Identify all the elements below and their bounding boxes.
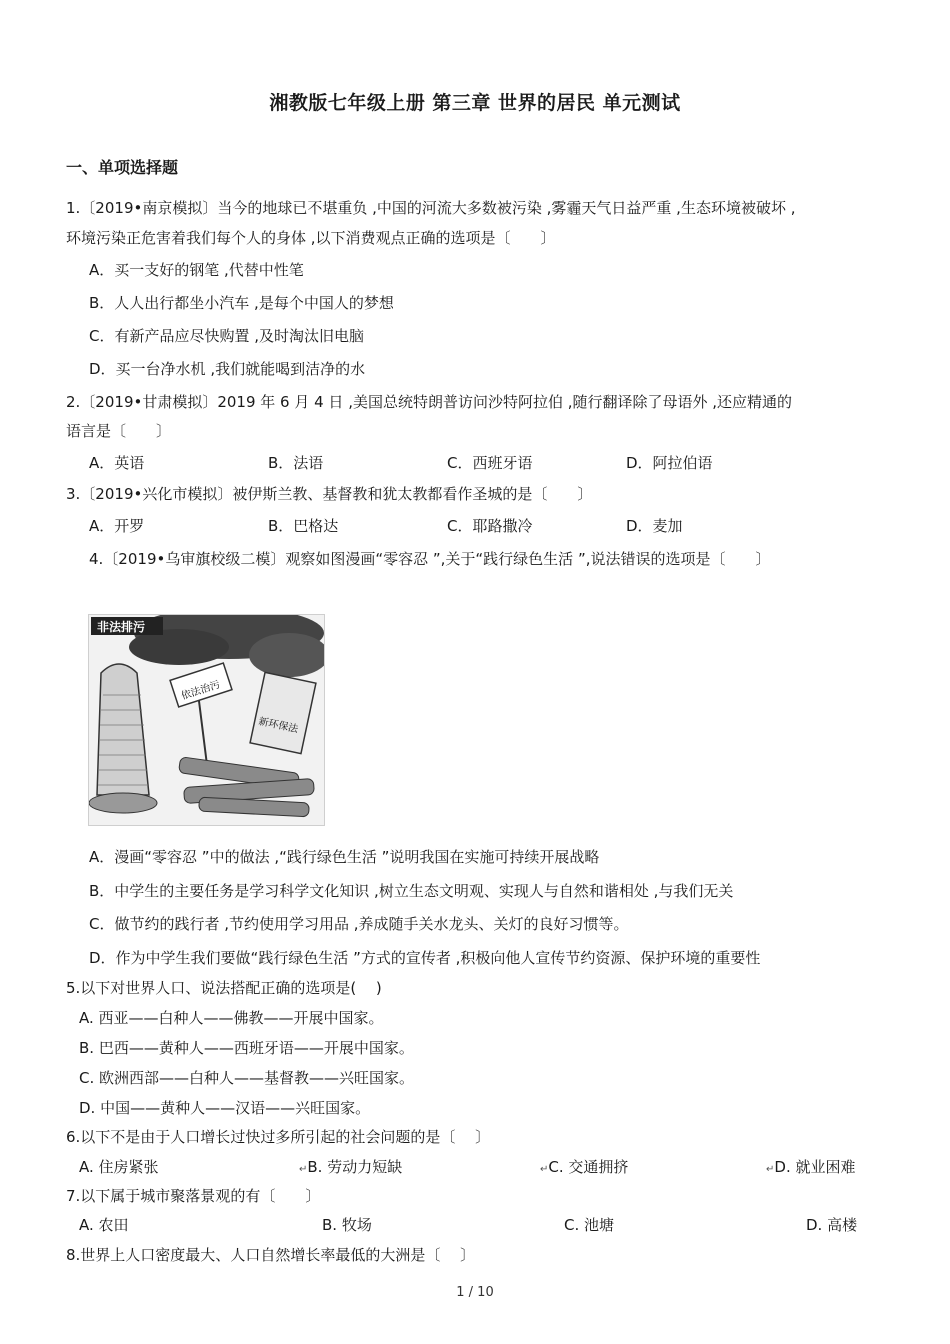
question-7-option-b: B. 牧场: [322, 1216, 372, 1234]
question-6-option-d: ↵D. 就业困难: [766, 1158, 856, 1176]
question-1-stem-line1: 1.〔2019•南京模拟〕当今的地球已不堪重负 ,中国的河流大多数被污染 ,雾霾天气日益严重 ,生态环境被破坏 ,: [66, 199, 796, 217]
question-7-stem: 7.以下属于城市聚落景观的有〔 〕: [66, 1187, 321, 1205]
question-1-option-a: A．买一支好的钢笔 ,代替中性笔: [89, 261, 304, 279]
question-2-stem-line1: 2.〔2019•甘肃模拟〕2019 年 6 月 4 日 ,美国总统特朗普访问沙特阿拉伯 ,随行翻译除了母语外 ,还应精通的: [66, 393, 793, 411]
question-5-option-d: D. 中国——黄种人——汉语——兴旺国家。: [79, 1099, 371, 1117]
cartoon-illustration: [89, 615, 324, 825]
cartoon-image: [88, 614, 325, 826]
question-2-stem-line2: 语言是〔 〕: [66, 422, 172, 440]
question-4-option-c: C．做节约的践行者 ,节约使用学习用品 ,养成随手关水龙头、关灯的良好习惯等。: [89, 915, 629, 933]
option-marker-icon: ↵: [540, 1164, 549, 1175]
cartoon-label-illegal: 非法排污: [97, 620, 146, 634]
question-7-option-a: A. 农田: [79, 1216, 129, 1234]
question-1-option-d: D．买一台净水机 ,我们就能喝到洁净的水: [89, 360, 366, 378]
question-7-option-d: D. 高楼: [806, 1216, 858, 1234]
option-marker-icon: ↵: [766, 1164, 775, 1175]
question-5-option-a: A. 西亚——白种人——佛教——开展中国家。: [79, 1009, 384, 1027]
question-1-option-b: B．人人出行都坐小汽车 ,是每个中国人的梦想: [89, 294, 394, 312]
question-4-option-d: D．作为中学生我们要做“践行绿色生活 ”方式的宣传者 ,积极向他人宣传节约资源、保护环境的重要性: [89, 949, 761, 967]
question-1-stem-line2: 环境污染正危害着我们每个人的身体 ,以下消费观点正确的选项是〔 〕: [66, 229, 556, 247]
page-number: 1 / 10: [456, 1285, 494, 1300]
question-6-option-c: ↵C. 交通拥挤: [540, 1158, 629, 1176]
question-2-option-c: C．西班牙语: [447, 454, 533, 472]
question-2-option-d: D．阿拉伯语: [626, 454, 713, 472]
section-heading: 一、单项选择题: [66, 158, 179, 177]
question-1-option-c: C．有新产品应尽快购置 ,及时淘汰旧电脑: [89, 327, 365, 345]
question-7-option-c: C. 池塘: [564, 1216, 615, 1234]
question-2-option-b: B．法语: [268, 454, 324, 472]
question-3-option-a: A．开罗: [89, 517, 145, 535]
question-4-option-a: A．漫画“零容忍 ”中的做法 ,“践行绿色生活 ”说明我国在实施可持续开展战略: [89, 848, 600, 866]
question-8-stem: 8.世界上人口密度最大、人口自然增长率最低的大洲是〔 〕: [66, 1246, 476, 1264]
option-marker-icon: ↵: [299, 1164, 308, 1175]
question-5-option-b: B. 巴西——黄种人——西班牙语——开展中国家。: [79, 1039, 414, 1057]
cartoon-label-law-book: 新环保法: [257, 716, 299, 736]
question-6-option-b: ↵B. 劳动力短缺: [299, 1158, 403, 1176]
question-2-option-a: A．英语: [89, 454, 145, 472]
question-4-option-b: B．中学生的主要任务是学习科学文化知识 ,树立生态文明观、实现人与自然和谐相处 ,与我们无关: [89, 882, 734, 900]
document-title: 湘教版七年级上册 第三章 世界的居民 单元测试: [269, 92, 681, 114]
cartoon-label-law-sign: 依法治污: [180, 679, 222, 703]
question-4-stem: 4.〔2019•乌审旗校级二模〕观察如图漫画“零容忍 ”,关于“践行绿色生活 ”,说法错误的选项是〔 〕: [89, 550, 771, 568]
question-3-stem: 3.〔2019•兴化市模拟〕被伊斯兰教、基督教和犹太教都看作圣城的是〔 〕: [66, 485, 593, 503]
question-3-option-b: B．巴格达: [268, 517, 339, 535]
question-3-option-d: D．麦加: [626, 517, 683, 535]
question-5-option-c: C. 欧洲西部——白种人——基督教——兴旺国家。: [79, 1069, 415, 1087]
question-5-stem: 5.以下对世界人口、说法搭配正确的选项是( ): [66, 979, 382, 997]
question-6-option-a: A. 住房紧张: [79, 1158, 159, 1176]
question-3-option-c: C．耶路撒冷: [447, 517, 533, 535]
question-6-stem: 6.以下不是由于人口增长过快过多所引起的社会问题的是〔 〕: [66, 1128, 491, 1146]
